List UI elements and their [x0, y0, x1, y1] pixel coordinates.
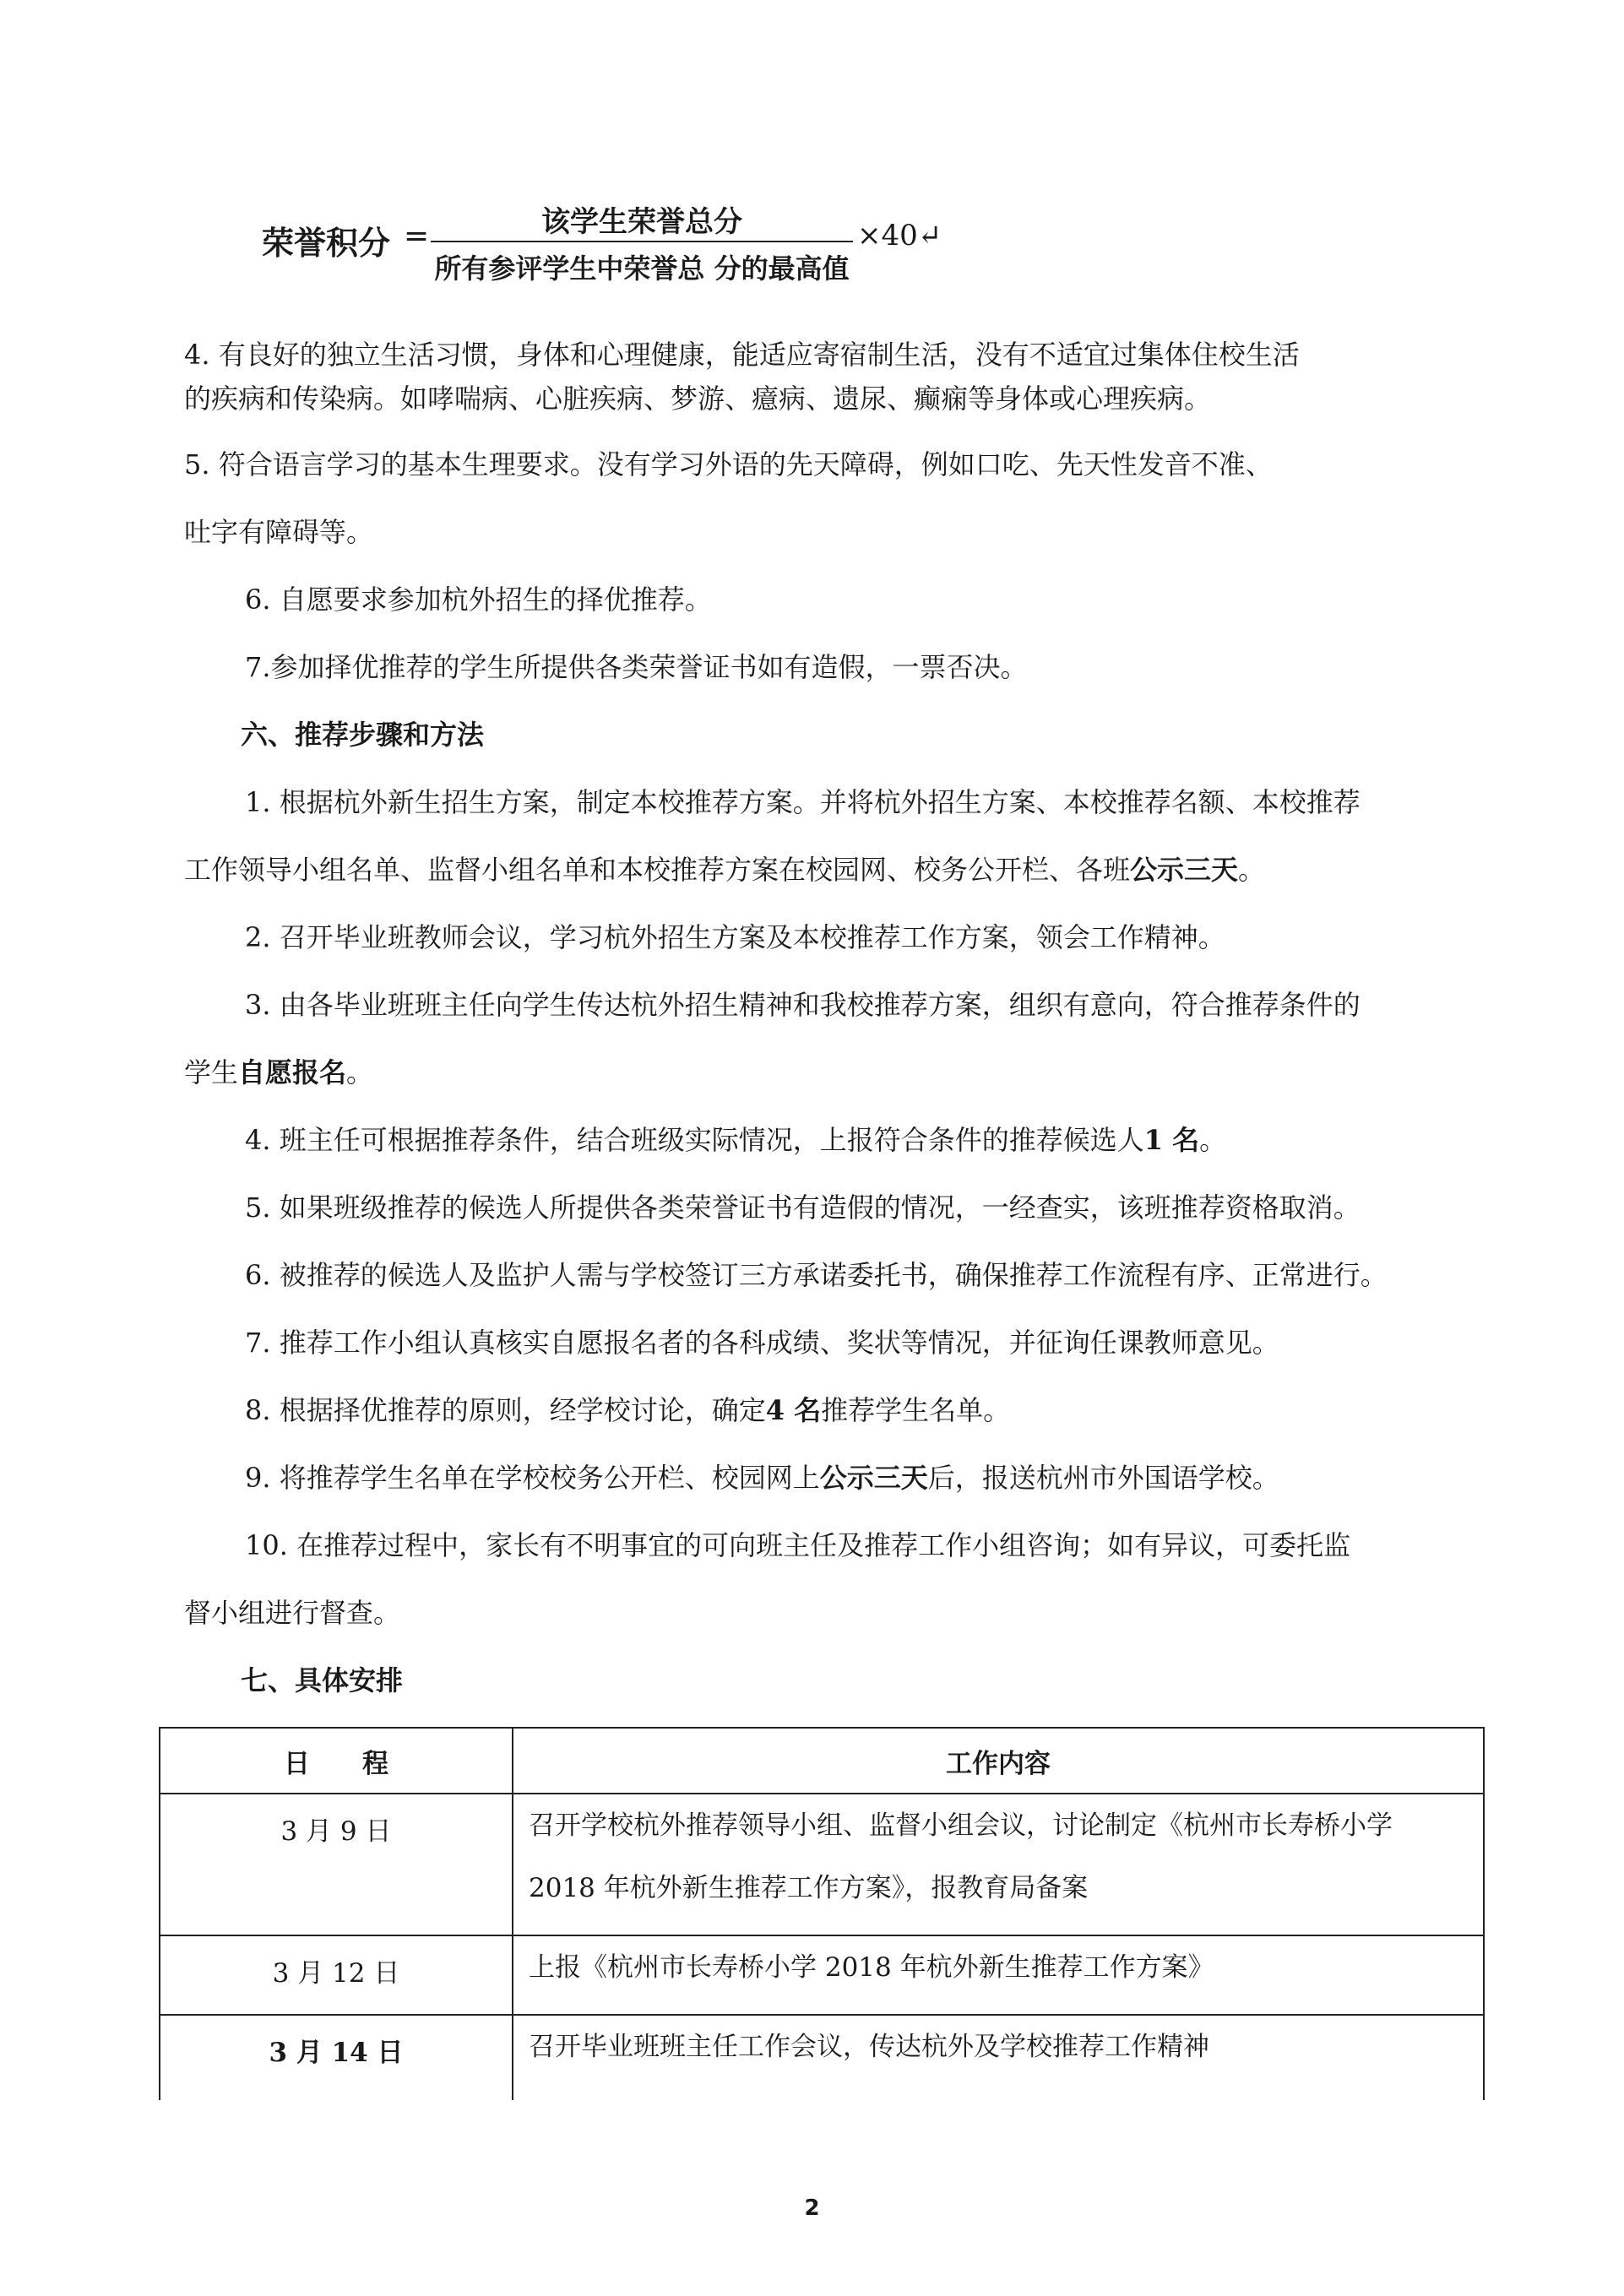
row-content — [513, 1794, 1484, 1935]
step-9-text: 9. 将推荐学生名单在学校校务公开栏、校园网上 — [245, 1462, 820, 1494]
fraction-bar — [431, 241, 853, 242]
step-8 — [245, 1376, 1529, 1444]
formula-denominator: 所有参评学生中荣誉总 分的最高值 — [434, 252, 850, 285]
paragraph-5-line-1: 5. 符合语言学习的基本生理要求。没有学习外语的先天障碍，例如口吃、先天性发音不准、 — [184, 448, 1273, 480]
step-9-bold: 公示三天 — [819, 1462, 928, 1494]
row-content-line-1: 召开学校杭外推荐领导小组、监督小组会议，讨论制定《杭州市长寿桥小学 — [529, 1810, 1393, 1841]
paragraph-6: 6. 自愿要求参加杭外招生的择优推荐。 — [245, 583, 712, 616]
formula-label: 荣誉积分 — [262, 225, 391, 262]
row-content-line-2: 2018 年杭外新生推荐工作方案》，报教育局备案 — [529, 1873, 1089, 1903]
step-3-text: 学生 — [184, 1056, 239, 1088]
step-6: 6. 被推荐的候选人及监护人需与学校签订三方承诺委托书，确保推荐工作流程有序、正常进行。 — [245, 1259, 1388, 1291]
paragraph-4-line-1: 4. 有良好的独立生活习惯，身体和心理健康，能适应寄宿制生活，没有不适宜过集体住校生活 — [184, 339, 1300, 371]
step-10-line-1: 10. 在推荐过程中，家长有不明事宜的可向班主任及推荐工作小组咨询；如有异议，可委托监 — [245, 1529, 1351, 1561]
paragraph-4-line-2: 的疾病和传染病。如哮喘病、心脏疾病、梦游、癔病、遗尿、癫痫等身体或心理疾病。 — [184, 383, 1212, 415]
row-date-text: 3 月 14 日 — [269, 2038, 404, 2068]
section-7-heading: 七、具体安排 — [241, 1664, 404, 1696]
honor-score-formula — [262, 198, 942, 308]
formula-numerator: 该学生荣誉总分 — [541, 205, 742, 239]
formula-multiplier: ×40↵ — [857, 219, 942, 252]
step-1-line-1: 1. 根据杭外新生招生方案，制定本校推荐方案。并将杭外招生方案、本校推荐名额、本校推荐 — [245, 786, 1361, 818]
step-10-line-2: 督小组进行督查。 — [184, 1597, 401, 1629]
page-number: 2 — [804, 2196, 820, 2221]
row-content: 上报《杭州市长寿桥小学 2018 年杭外新生推荐工作方案》 — [513, 1935, 1484, 2015]
row-date — [160, 2015, 513, 2100]
header-content: 工作内容 — [513, 1728, 1484, 1794]
row-date: 3 月 12 日 — [160, 1935, 513, 2015]
step-7: 7. 推荐工作小组认真核实自愿报名者的各科成绩、奖状等情况，并征询任课教师意见。 — [245, 1327, 1279, 1359]
step-5: 5. 如果班级推荐的候选人所提供各类荣誉证书有造假的情况，一经查实，该班推荐资格取消。 — [245, 1191, 1361, 1224]
step-1-text: 工作领导小组名单、监督小组名单和本校推荐方案在校园网、校务公开栏、各班 — [184, 854, 1131, 886]
step-2: 2. 召开毕业班教师会议，学习杭外招生方案及本校推荐工作方案，领会工作精神。 — [245, 921, 1225, 953]
formula-equals: = — [404, 219, 430, 253]
row-content: 召开毕业班班主任工作会议，传达杭外及学校推荐工作精神 — [513, 2015, 1484, 2100]
step-3-end: 。 — [346, 1056, 374, 1088]
section-6-heading: 六、推荐步骤和方法 — [241, 719, 485, 751]
step-9 — [245, 1444, 1529, 1512]
table-row — [160, 2015, 1484, 2100]
step-1-line-2 — [184, 836, 1468, 904]
step-8-end: 推荐学生名单。 — [821, 1394, 1011, 1426]
row-date: 3 月 9 日 — [160, 1794, 513, 1935]
step-3-line-2 — [184, 1039, 1468, 1106]
step-3-bold: 自愿报名 — [238, 1056, 347, 1088]
step-1-end: 。 — [1238, 854, 1266, 886]
step-3-line-1: 3. 由各毕业班班主任向学生传达杭外招生精神和我校推荐方案，组织有意向，符合推荐条件的 — [245, 989, 1361, 1021]
table-row — [160, 1935, 1484, 2015]
step-9-end: 后，报送杭州市外国语学校。 — [927, 1462, 1279, 1494]
step-4-text: 4. 班主任可根据推荐条件，结合班级实际情况，上报符合条件的推荐候选人 — [245, 1124, 1144, 1156]
table-row — [160, 1794, 1484, 1935]
step-4-bold: 1 名 — [1143, 1124, 1200, 1156]
paragraph-7: 7.参加择优推荐的学生所提供各类荣誉证书如有造假，一票否决。 — [245, 651, 1028, 683]
step-4-end: 。 — [1199, 1124, 1227, 1156]
step-8-bold: 4 名 — [765, 1394, 822, 1426]
table-header-row — [160, 1728, 1484, 1794]
paragraph-5-line-2: 吐字有障碍等。 — [184, 516, 374, 548]
header-date: 日 程 — [160, 1728, 513, 1794]
step-8-text: 8. 根据择优推荐的原则，经学校讨论，确定 — [245, 1394, 766, 1426]
step-1-bold: 公示三天 — [1130, 854, 1239, 886]
step-4 — [245, 1106, 1529, 1174]
schedule-table — [159, 1727, 1485, 2100]
